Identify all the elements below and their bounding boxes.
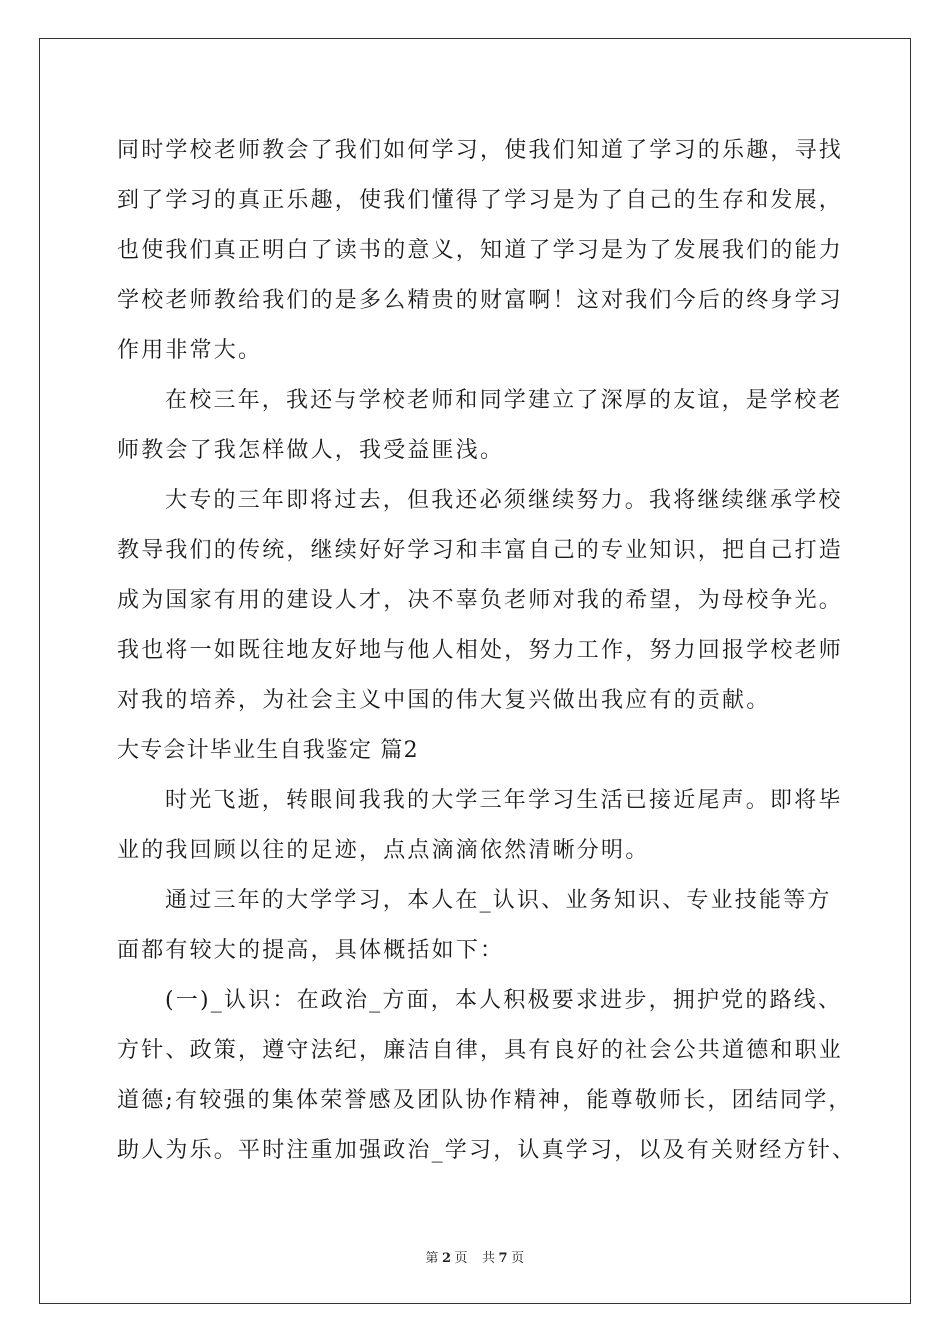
paragraph-first-line: 在校三年，我还与学校老师和同学建立了深厚的友谊，是学校老 <box>165 388 843 413</box>
document-body <box>117 126 857 1176</box>
text-line: 同时学校老师教会了我们如何学习，使我们知道了学习的乐趣，寻找 <box>117 138 844 163</box>
text-line: 道德;有较强的集体荣誉感及团队协作精神，能尊敬师长，团结同学， <box>117 1088 853 1113</box>
section-heading: 大专会计毕业生自我鉴定 篇2 <box>117 738 419 763</box>
total-page-count: 7 <box>498 1251 509 1266</box>
paragraph-first-line: 时光飞逝，转眼间我我的大学三年学习生活已接近尾声。即将毕 <box>165 788 843 813</box>
text-line: 教导我们的传统，继续好好学习和丰富自己的专业知识，把自己打造 <box>117 538 844 563</box>
page-footer <box>0 1247 950 1266</box>
text-line: 成为国家有用的建设人才，决不辜负老师对我的希望，为母校争光。 <box>117 588 844 613</box>
text-line: 方针、政策，遵守法纪，廉洁自律，具有良好的社会公共道德和职业 <box>117 1038 844 1063</box>
text-line: 面都有较大的提高，具体概括如下： <box>117 938 505 963</box>
page-prefix: 第 <box>425 1251 439 1266</box>
text-line: 助人为乐。平时注重加强政治_学习，认真学习，以及有关财经方针、 <box>117 1138 857 1163</box>
text-line: 学校老师教给我们的是多么精贵的财富啊！这对我们今后的终身学习 <box>117 288 844 313</box>
total-suffix: 页 <box>511 1251 525 1266</box>
paragraph-first-line: 大专的三年即将过去，但我还必须继续努力。我将继续继承学校 <box>165 488 843 513</box>
text-line: 师教会了我怎样做人，我受益匪浅。 <box>117 438 505 463</box>
text-line: 业的我回顾以往的足迹，点点滴滴依然清晰分明。 <box>117 838 650 863</box>
current-page-number: 2 <box>441 1251 452 1266</box>
text-line: 作用非常大。 <box>117 338 263 363</box>
text-line: 也使我们真正明白了读书的意义，知道了学习是为了发展我们的能力 <box>117 238 844 263</box>
text-line: 对我的培养，为社会主义中国的伟大复兴做出我应有的贡献。 <box>117 688 771 713</box>
total-prefix: 共 <box>482 1251 496 1266</box>
page-suffix: 页 <box>454 1251 468 1266</box>
text-line: 我也将一如既往地友好地与他人相处，努力工作，努力回报学校老师 <box>117 638 844 663</box>
paragraph-first-line: 通过三年的大学学习，本人在_认识、业务知识、专业技能等方 <box>165 888 832 913</box>
text-line: 到了学习的真正乐趣，使我们懂得了学习是为了自己的生存和发展， <box>117 188 844 213</box>
paragraph-first-line: (一)_认识：在政治_方面，本人积极要求进步，拥护党的路线、 <box>165 988 843 1013</box>
